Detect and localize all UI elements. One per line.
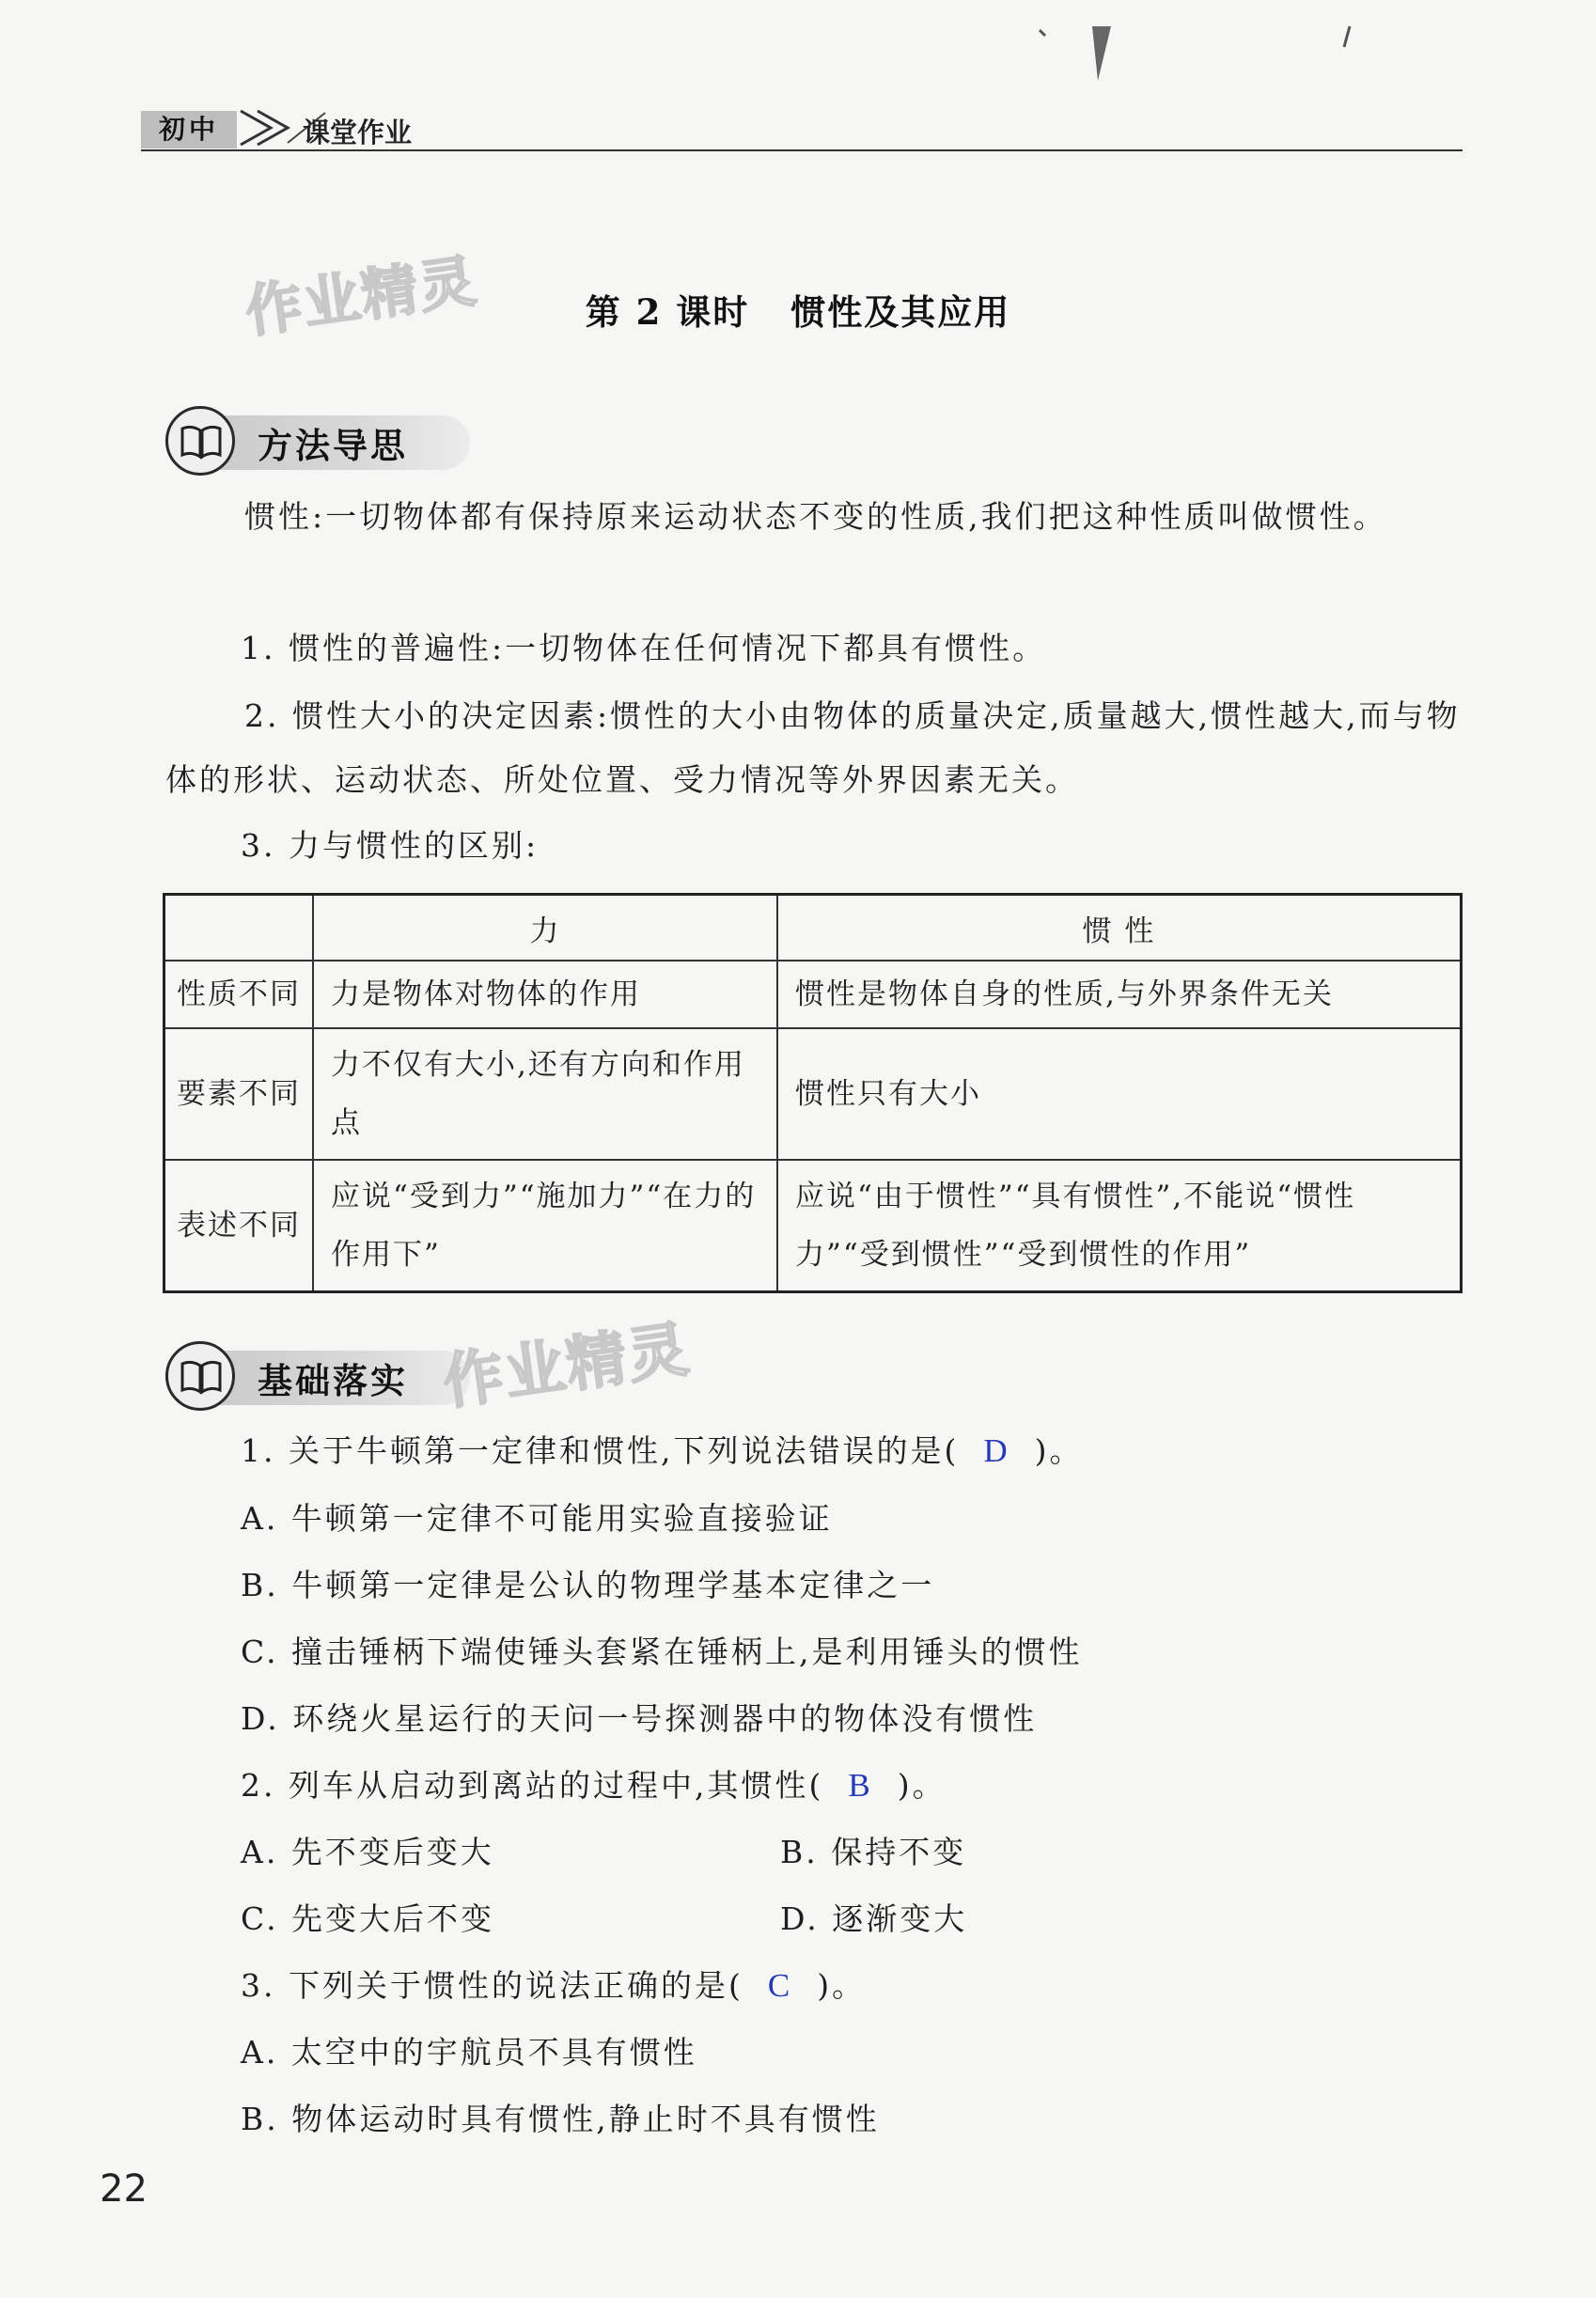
answer-mark: B: [848, 1767, 873, 1804]
page-header: [141, 105, 1463, 150]
paragraph-factors: 2. 惯性大小的决定因素:惯性的大小由物体的质量决定,质量越大,惯性越大,而与物体的形状、运动状态、所处位置、受力情况等外界因素无关。: [165, 697, 1461, 798]
option: A. 太空中的宇航员不具有惯性: [241, 2034, 697, 2071]
section-title: 方法导思: [258, 425, 408, 466]
question-2-stem: 2. 列车从启动到离站的过程中,其惯性( B )。: [241, 1763, 947, 1808]
section-badge-basics: [165, 1339, 476, 1415]
watermark: 作业精灵: [242, 248, 482, 346]
option: B. 物体运动时具有惯性,静止时不具有惯性: [241, 2101, 880, 2137]
table-header-row: [164, 895, 1462, 961]
lesson-topic: 惯性及其应用: [790, 291, 1011, 333]
paragraph-difference: 3. 力与惯性的区别:: [241, 827, 540, 864]
book-icon: [180, 423, 223, 461]
page-number: 22: [100, 2167, 148, 2211]
inertia-cell: 应说“由于惯性”“具有惯性”,不能说“惯性力”“受到惯性”“受到惯性的作用”: [777, 1160, 1462, 1292]
table-header-force: 力: [313, 895, 777, 961]
question-1-stem: 1. 关于牛顿第一定律和惯性,下列说法错误的是( D )。: [241, 1429, 1084, 1474]
watermark: 作业精灵: [438, 1314, 695, 1418]
row-label: 表述不同: [164, 1160, 314, 1292]
option: B. 保持不变: [780, 1834, 967, 1870]
table-header-blank: [164, 895, 314, 961]
table-row: [164, 1028, 1462, 1160]
option: D. 环绕火星运行的天问一号探测器中的物体没有惯性: [241, 1700, 1038, 1737]
series-title: 课堂作业: [303, 117, 413, 149]
row-label: 要素不同: [164, 1028, 314, 1160]
level-tag: 初中: [141, 111, 237, 149]
option: C. 撞击锤柄下端使锤头套紧在锤柄上,是利用锤头的惯性: [241, 1634, 1083, 1670]
table-row: [164, 1160, 1462, 1292]
option: C. 先变大后不变: [241, 1900, 495, 1937]
header-rule: [141, 149, 1463, 151]
force-cell: 力是物体对物体的作用: [313, 961, 777, 1028]
option: A. 牛顿第一定律不可能用实验直接验证: [241, 1500, 833, 1537]
option: D. 逐渐变大: [780, 1900, 968, 1937]
inertia-cell: 惯性只有大小: [777, 1028, 1462, 1160]
paragraph-definition: 惯性:一切物体都有保持原来运动状态不变的性质,我们把这种性质叫做惯性。: [244, 498, 1387, 535]
answer-mark: C: [767, 1967, 793, 2004]
option: B. 牛顿第一定律是公认的物理学基本定律之一: [241, 1567, 935, 1603]
lesson-title: [0, 284, 1596, 335]
row-label: 性质不同: [164, 961, 314, 1028]
lesson-number: 第 2 课时: [585, 291, 750, 333]
force-inertia-table: [163, 893, 1463, 1293]
option: A. 先不变后变大: [241, 1834, 494, 1870]
scan-marks: [1034, 19, 1372, 94]
section-badge-method: [165, 404, 476, 479]
table-header-inertia: 惯 性: [777, 895, 1462, 961]
book-icon: [180, 1358, 223, 1396]
paragraph-universality: 1. 惯性的普遍性:一切物体在任何情况下都具有惯性。: [241, 630, 1047, 666]
force-cell: 力不仅有大小,还有方向和作用点: [313, 1028, 777, 1160]
inertia-cell: 惯性是物体自身的性质,与外界条件无关: [777, 961, 1462, 1028]
answer-mark: D: [983, 1432, 1010, 1469]
force-cell: 应说“受到力”“施加力”“在力的作用下”: [313, 1160, 777, 1292]
section-title: 基础落实: [258, 1360, 408, 1401]
table-row: [164, 961, 1462, 1028]
question-3-stem: 3. 下列关于惯性的说法正确的是( C )。: [241, 1963, 866, 2009]
